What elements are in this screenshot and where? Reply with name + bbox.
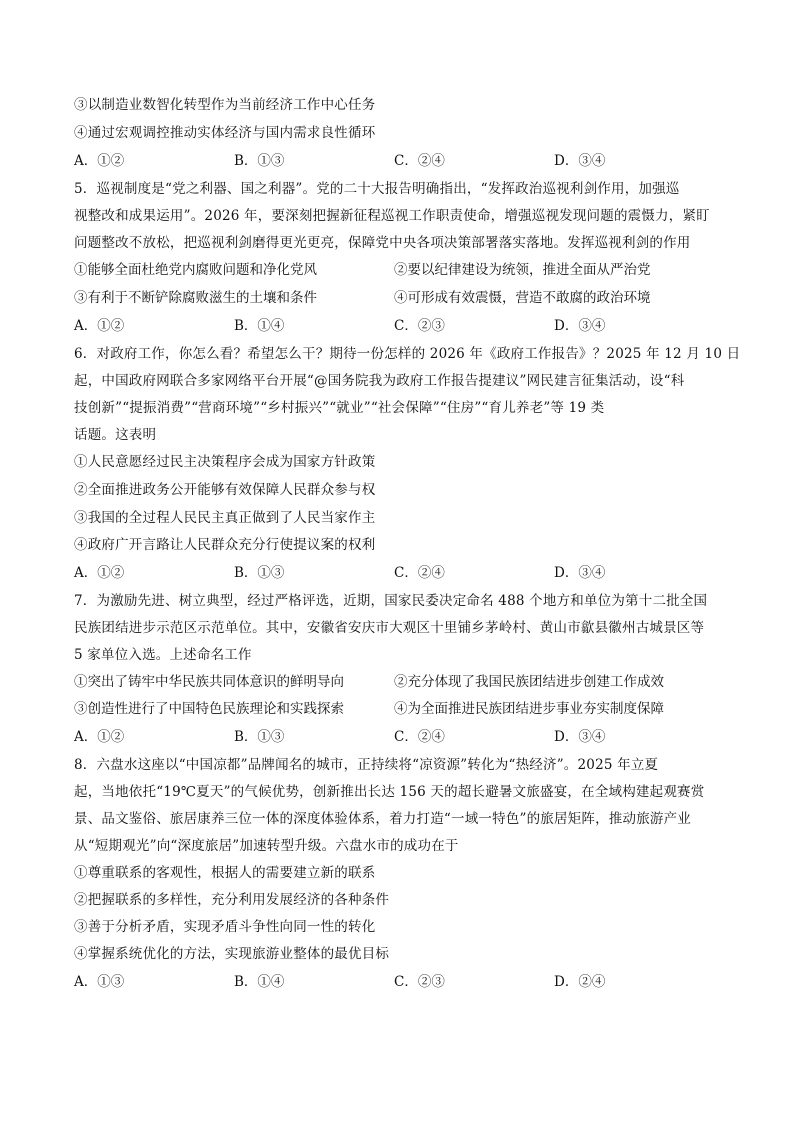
q6-item-1: ①人民意愿经过民主决策程序会成为国家方针政策 [74,454,376,470]
q7-stem-line-3: 5 家单位入选。上述命名工作 [74,647,252,663]
q6-stem-line-4: 话题。这表明 [74,427,157,443]
q5-option-c: C．②③ [394,318,445,334]
q6-stem-line-1: 6．对政府工作，你怎么看？希望怎么干？期待一份怎样的 2026 年《政府工作报告》？2025 年 12 月 10 日 [74,346,741,362]
q8-option-a: A．①③ [74,974,125,990]
q6-option-d: D．③④ [554,565,606,581]
q4-item-4: ④通过宏观调控推动实体经济与国内需求良性循环 [74,125,376,141]
q7-item-4: ④为全面推进民族团结进步事业夯实制度保障 [394,701,664,717]
q6-stem-line-2: 起，中国政府网联合多家网络平台开展“@国务院我为政府工作报告提建议”网民建言征集活动，设“科 [74,373,685,389]
q4-option-a: A．①② [74,153,125,169]
q6-option-b: B．①③ [234,565,285,581]
q6-item-2: ②全面推进政务公开能够有效保障人民群众参与权 [74,482,376,498]
q8-option-b: B．①④ [234,974,285,990]
q5-stem-line-1: 5．巡视制度是“党之利器、国之利器”。党的二十大报告明确指出，“发挥政治巡视利剑作用，加强巡 [74,181,680,197]
q5-option-a: A．①② [74,318,125,334]
q5-item-1: ①能够全面杜绝党内腐败问题和净化党风 [74,262,317,278]
q7-option-b: B．①③ [234,729,285,745]
q5-stem-line-2: 视整改和成果运用”。2026 年，要深刻把握新征程巡视工作职责使命，增强巡视发现问题的震慑力，紧盯 [74,208,710,224]
q8-option-c: C．②③ [394,974,445,990]
q5-option-d: D．③④ [554,318,606,334]
q5-option-b: B．①④ [234,318,285,334]
q8-stem-line-3: 景、品文鉴俗、旅居康养三位一体的深度体验体系，着力打造“一域一特色”的旅居矩阵，推动旅游产业 [74,811,692,827]
q8-item-4: ④掌握系统优化的方法，实现旅游业整体的最优目标 [74,946,390,962]
q4-option-d: D．③④ [554,153,606,169]
q8-item-3: ③善于分析矛盾，实现矛盾斗争性向同一性的转化 [74,919,376,935]
q8-stem-line-1: 8．六盘水这座以“中国凉都”品牌闻名的城市，正持续将“凉资源”转化为“热经济”。2025 年立夏 [74,757,659,773]
q5-item-4: ④可形成有效震慑，营造不敢腐的政治环境 [394,290,651,306]
q5-item-2: ②要以纪律建设为统领，推进全面从严治党 [394,262,651,278]
q7-stem-line-2: 民族团结进步示范区示范单位。其中，安徽省安庆市大观区十里铺乡茅岭村、黄山市歙县徽州古城景区等 [74,620,705,636]
q8-item-2: ②把握联系的多样性，充分利用发展经济的各种条件 [74,892,390,908]
q7-option-d: D．③④ [554,729,606,745]
q4-option-c: C．②④ [394,153,445,169]
q7-stem-line-1: 7．为激励先进、树立典型，经过严格评选，近期，国家民委决定命名 488 个地方和单位为第十二批全国 [74,593,708,609]
q7-item-1: ①突出了铸牢中华民族共同体意识的鲜明导向 [74,674,344,690]
q8-option-d: D．②④ [554,974,606,990]
q5-item-3: ③有利于不断铲除腐败滋生的土壤和条件 [74,290,317,306]
q7-option-c: C．②④ [394,729,445,745]
q7-item-3: ③创造性进行了中国特色民族理论和实践探索 [74,701,344,717]
q6-item-3: ③我国的全过程人民民主真正做到了人民当家作主 [74,510,376,526]
q7-item-2: ②充分体现了我国民族团结进步创建工作成效 [394,674,664,690]
q7-option-a: A．①② [74,729,125,745]
q6-option-a: A．①② [74,565,125,581]
q8-item-1: ①尊重联系的客观性，根据人的需要建立新的联系 [74,865,376,881]
q6-stem-line-3: 技创新”“提振消费”“营商环境”“乡村振兴”“就业”“社会保障”“住房”“育儿养老”等 19 类 [74,400,605,416]
q4-option-b: B．①③ [234,153,285,169]
q5-stem-line-3: 问题整改不放松，把巡视利剑磨得更光更亮，保障党中央各项决策部署落实落地。发挥巡视利剑的作用 [74,235,691,251]
q6-option-c: C．②④ [394,565,445,581]
q8-stem-line-4: 从“短期观光”向“深度旅居”加速转型升级。六盘水市的成功在于 [74,838,459,854]
q4-item-3: ③以制造业数智化转型作为当前经济工作中心任务 [74,97,376,113]
q6-item-4: ④政府广开言路让人民群众充分行使提议案的权利 [74,537,376,553]
q8-stem-line-2: 起，当地依托“19℃夏天”的气候优势，创新推出长达 156 天的超长避暑文旅盛宴，在全域构建起观赛赏 [74,784,705,800]
